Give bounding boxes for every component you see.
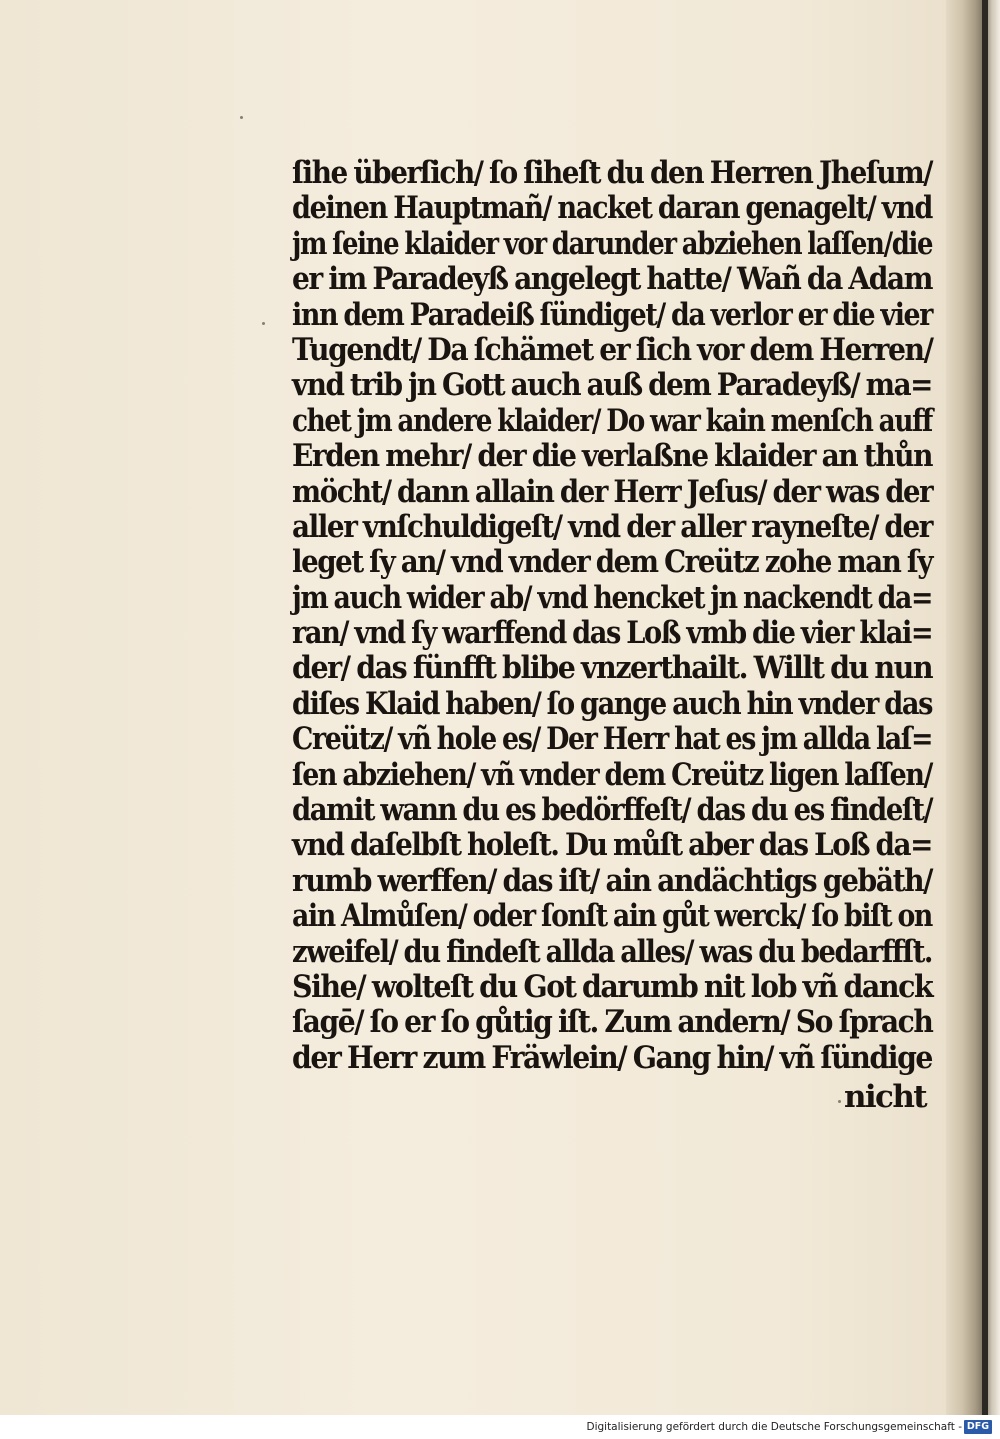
- text-line: möcht/ dann allain der Herr Jeſus/ der was der: [292, 473, 933, 510]
- text-line: inn dem Paradeiß ſündiget/ da verlor er die vier: [292, 296, 932, 333]
- text-line: ain Almůſen/ oder ſonſt ain gůt werck/ ſo biſt on: [292, 898, 932, 935]
- text-line: ran/ vnd ſy warffend das Loß vmb die vier klai=: [292, 615, 933, 652]
- blackletter-text-block: [292, 156, 932, 1076]
- catchword: nicht: [843, 1079, 926, 1115]
- text-line: chet jm andere klaider/ Do war kain menſch auff: [292, 402, 933, 439]
- text-line: leget ſy an/ vnd vnder dem Creütz zohe man ſy: [292, 544, 932, 581]
- text-line: der/ das fünfft blibe vnzerthailt. Willt du nun: [292, 650, 933, 687]
- digitization-footer: [0, 1415, 1000, 1439]
- text-line: jm auch wider ab/ vnd hencket jn nackendt da=: [292, 579, 933, 616]
- text-line: Sihe/ wolteſt du Got darumb nit lob vñ danck: [292, 968, 933, 1005]
- text-line: ſagē/ ſo er ſo gůtig iſt. Zum andern/ So ſprach: [292, 1004, 933, 1041]
- text-line: er im Paradeyß angelegt hatte/ Wañ da Adam: [292, 261, 932, 298]
- text-line: aller vnſchuldigeſt/ vnd der aller rayneſte/ der: [292, 508, 933, 545]
- text-line: jm ſeine klaider vor darunder abziehen laſſen/die: [292, 225, 933, 262]
- dfg-logo-icon: DFG: [964, 1420, 992, 1434]
- funding-credit: Digitalisierung gefördert durch die Deutsche Forschungsgemeinschaft -: [586, 1421, 962, 1433]
- text-line: Tugendt/ Da ſchämet er ſich vor dem Herren/: [292, 331, 933, 368]
- text-line: zweifel/ du findeſt allda alles/ was du bedarffſt.: [292, 933, 933, 970]
- text-line: rumb werffen/ das iſt/ ain andächtigs gebäth/: [292, 862, 933, 899]
- text-line: Creütz/ vñ hole es/ Der Herr hat es jm allda laſ=: [292, 721, 933, 758]
- text-line: der Herr zum Fräwlein/ Gang hin/ vñ ſündige: [292, 1039, 933, 1076]
- paper-speck: [262, 322, 265, 325]
- text-line: damit wann du es bedörffeſt/ das du es findeſt/: [292, 792, 933, 829]
- text-line: ſihe überſich/ ſo ſiheſt du den Herren Jheſum/: [292, 155, 933, 191]
- text-line: Erden mehr/ der die verlaßne klaider an thůn: [292, 438, 933, 475]
- book-binding-edge: [946, 0, 1000, 1415]
- text-line: vnd daſelbſt holeſt. Du můſt aber das Loß da=: [292, 827, 932, 864]
- catchword-block: [292, 1080, 932, 1115]
- text-line: deinen Hauptmañ/ nacket daran genagelt/ vnd: [292, 190, 932, 227]
- text-line: vnd trib jn Gott auch auß dem Paradeyß/ ma=: [292, 367, 933, 404]
- text-line: diſes Klaid haben/ ſo gange auch hin vnder das: [292, 685, 932, 722]
- text-line: ſen abziehen/ vñ vnder dem Creütz ligen laſſen/: [292, 756, 933, 793]
- paper-speck: [240, 116, 243, 119]
- binding-shadow: [982, 0, 988, 1415]
